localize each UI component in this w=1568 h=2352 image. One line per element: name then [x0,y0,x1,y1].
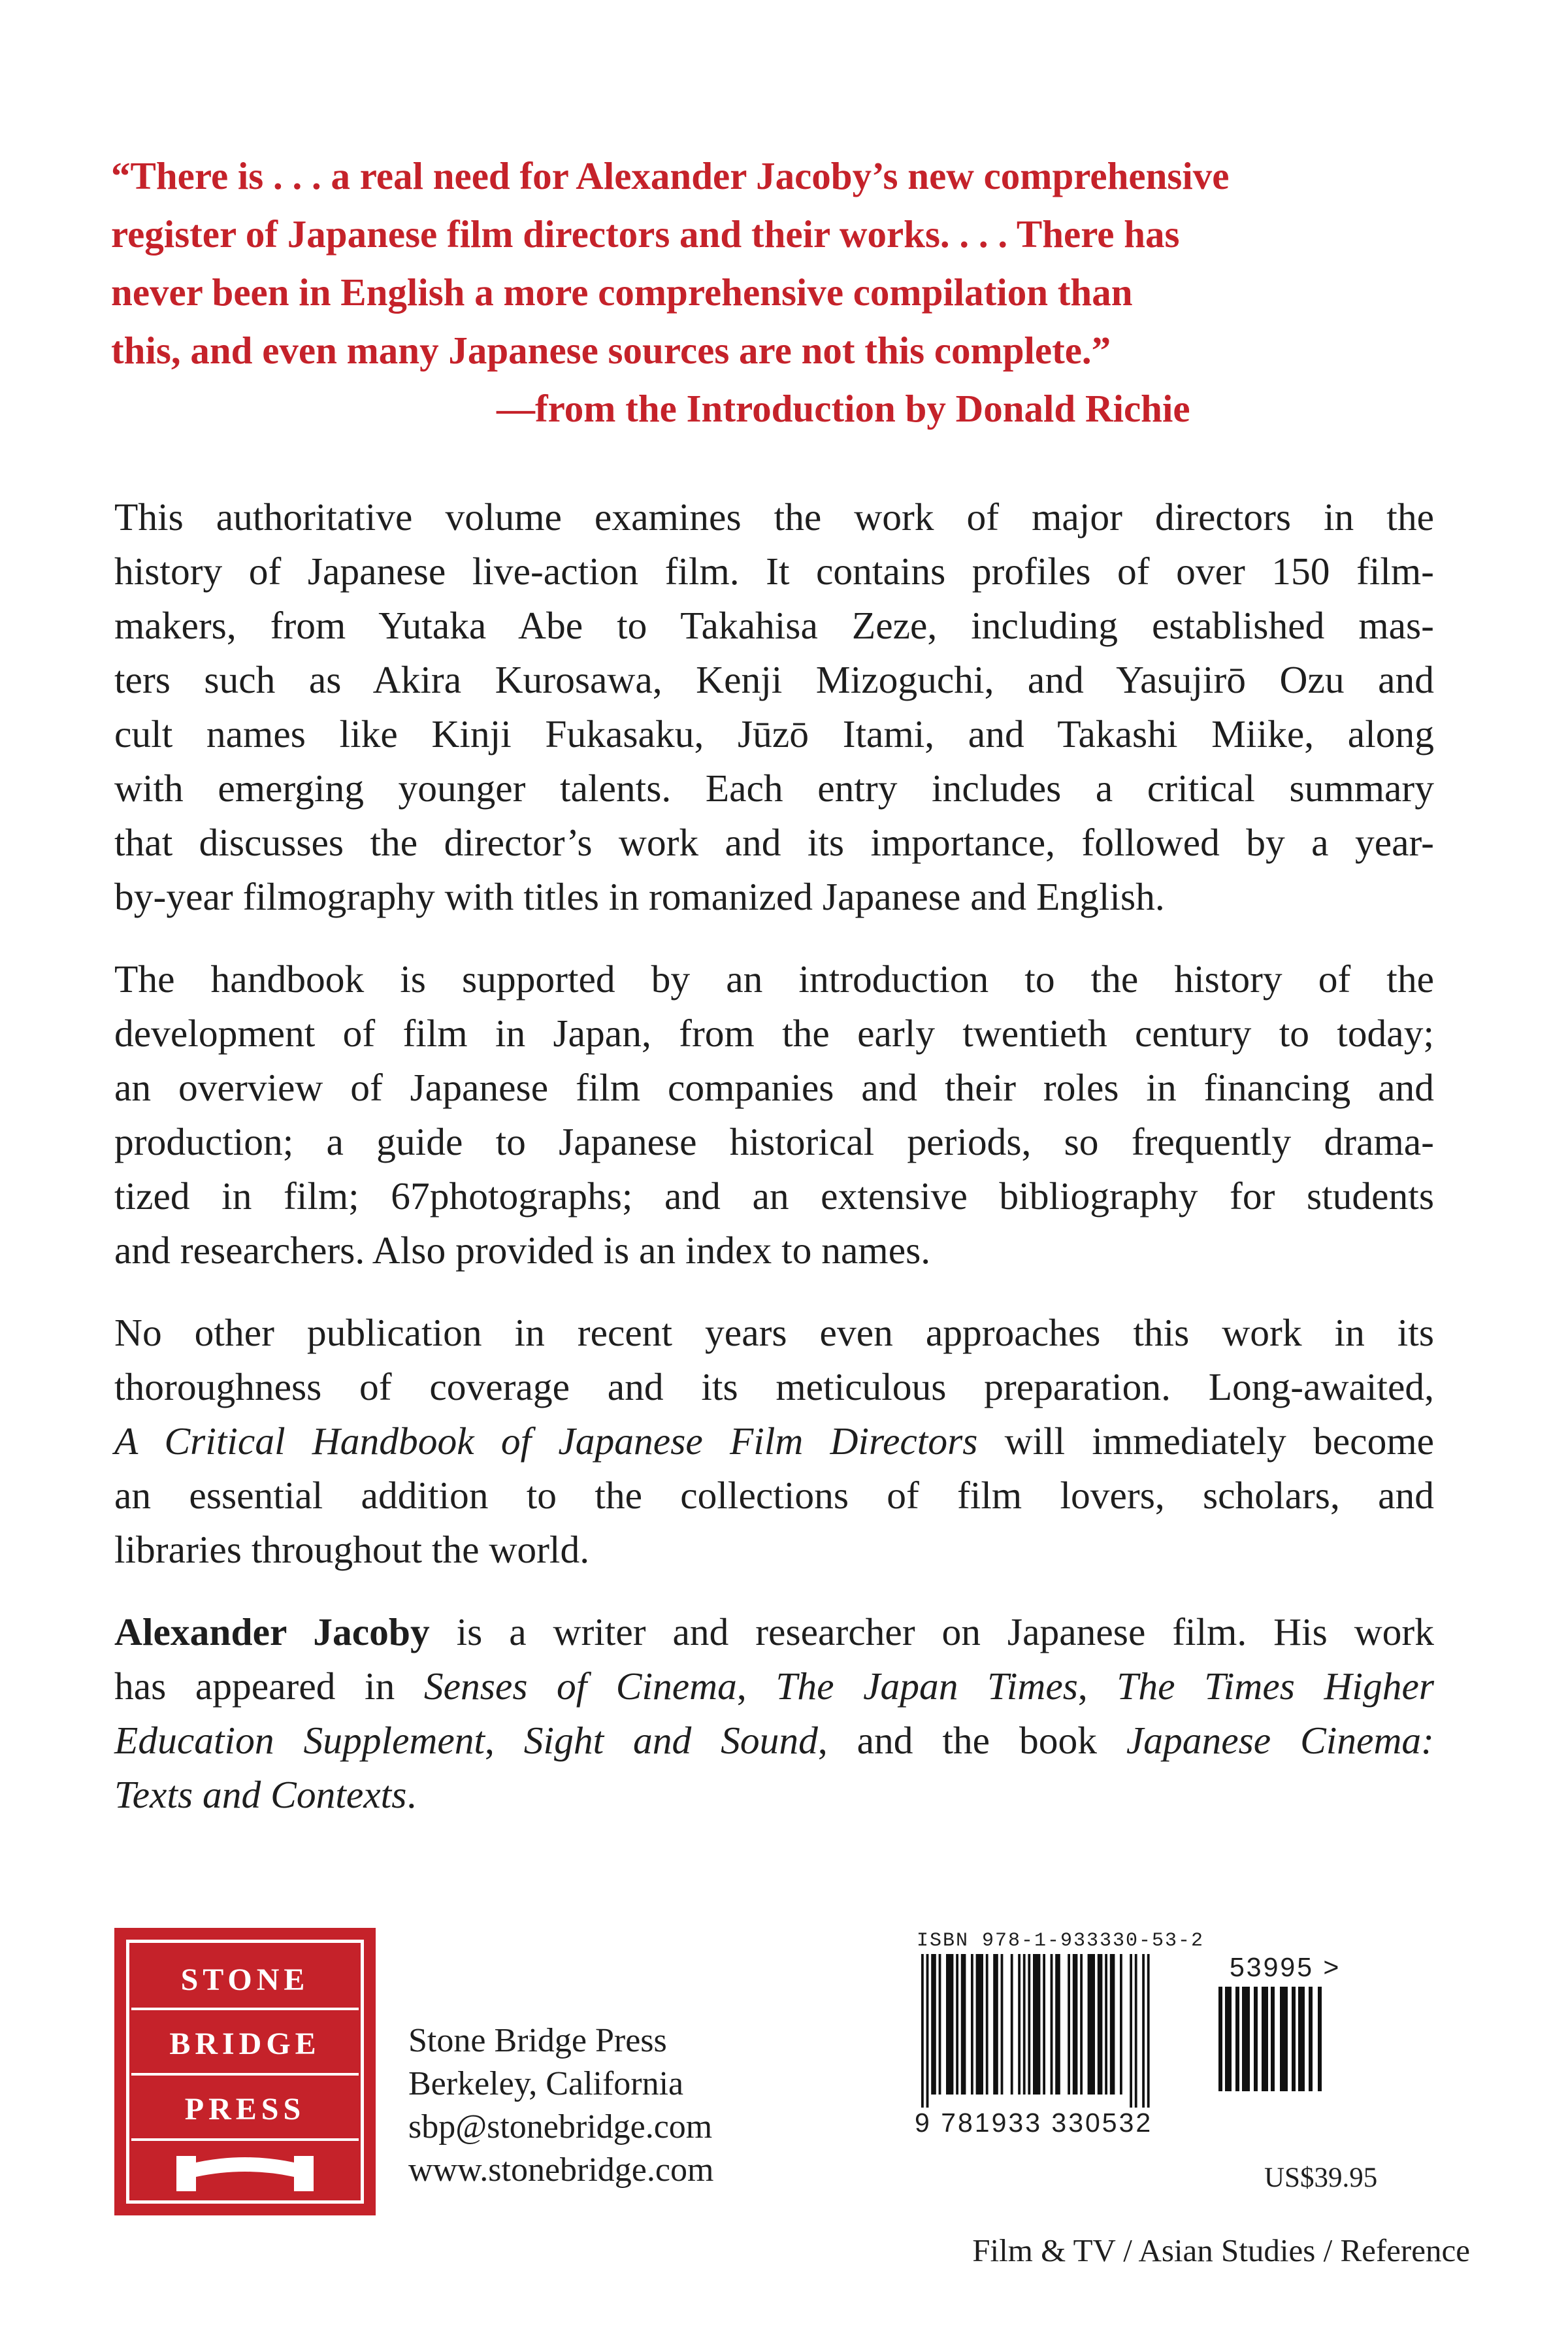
text-line: No other publication in recent years even approaches this work in its [114,1311,1434,1354]
text-line: The handbook is supported by an introduction to the history of the [114,957,1434,1001]
barcode-bar [1088,1954,1095,2095]
barcode-bar [971,1954,973,2095]
publisher-logo [114,1928,376,2215]
text-line: by-year filmography with titles in romanized Japanese and English. [114,875,1165,918]
barcode-bar [1001,1954,1004,2095]
barcode-bar [1309,1987,1313,2091]
barcode-bar [1043,1954,1045,2095]
text-line: ters such as Akira Kurosawa, Kenji Mizoguchi, and Yasujirō Ozu and [114,658,1434,701]
publisher-name: Stone Bridge Press [408,2022,667,2059]
subject-category: Film & TV / Asian Studies / Reference [972,2232,1470,2268]
text-line: production; a guide to Japanese historical periods, so frequently drama- [114,1120,1434,1163]
text-line: makers, from Yutaka Abe to Takahisa Zeze, including established mas- [114,604,1434,647]
author-name: Alexander Jacoby [114,1610,430,1653]
barcode-bar [1023,1954,1026,2095]
text-line: and researchers. Also provided is an index to names. [114,1229,931,1272]
barcode-bar [1073,1954,1078,2095]
barcode-bar [946,1954,953,2095]
barcode-bar [1130,1954,1132,2108]
price-code: 53995 > [1230,1952,1341,1982]
barcode-bar [1080,1954,1083,2095]
text-line: an essential addition to the collections of film lovers, scholars, and [114,1474,1434,1517]
text-line: development of film in Japan, from the early twentieth century to today; [114,1012,1434,1055]
quote-line: register of Japanese film directors and their works. . . . There has [111,212,1180,256]
paragraph-author-bio [114,1605,1434,1822]
description [114,490,1434,1850]
barcode-bar [1135,1954,1137,2108]
logo-word: BRIDGE [169,2027,321,2061]
text-line: cult names like Kinji Fukasaku, Jūzō Itami, and Takashi Miike, along [114,712,1434,755]
barcode-bar [1033,1954,1040,2095]
logo-word: PRESS [184,2092,306,2127]
publisher-email: sbp@stonebridge.com [408,2108,713,2145]
barcode-bar [961,1954,966,2095]
text-line: A Critical Handbook of Japanese Film Directors will immediately become [114,1419,1435,1463]
barcode-bar [1292,1987,1296,2091]
text-line: tized in film; 67photographs; and an extensive bibliography for students [114,1174,1434,1217]
barcode-bar [1028,1954,1030,2095]
barcode-bar [1105,1954,1107,2095]
barcode-bar [986,1954,988,2095]
text-line: thoroughness of coverage and its meticulous preparation. Long-awaited, [114,1365,1434,1408]
barcode-bar [976,1954,983,2095]
barcode-bar [1225,1987,1232,2091]
barcode-bar [1271,1987,1275,2091]
barcode-bar [1318,1987,1322,2091]
text-line: Education Supplement, Sight and Sound, and the book Japanese Cinema: [114,1719,1434,1762]
barcode-bar [1147,1954,1150,2108]
text-line: with emerging younger talents. Each entry includes a critical summary [114,767,1434,810]
text-line: that discusses the director’s work and its importance, followed by a year- [114,821,1434,864]
publisher-address [408,2019,713,2192]
paragraph-contents [114,952,1434,1278]
paragraph-praise [114,1306,1434,1577]
price: US$39.95 [1264,2162,1378,2193]
barcode-bar [1098,1954,1103,2095]
barcode-bar [1242,1987,1250,2091]
barcode-bar [1218,1987,1222,2091]
barcode-bar [1235,1987,1239,2091]
quote-line: this, and even many Japanese sources are not this complete.” [111,329,1111,372]
barcode-bar [939,1954,941,2095]
barcode-bar [1018,1954,1021,2095]
text-line: Texts and Contexts. [114,1773,417,1816]
barcode-bar [1298,1987,1305,2091]
barcode-bar [1254,1987,1258,2091]
book-title: A Critical Handbook of Japanese Film Directors [114,1419,978,1463]
isbn-label: ISBN 978-1-933330-53-2 [917,1930,1205,1952]
quote-line: “There is . . . a real need for Alexander Jacoby’s new comprehensive [111,154,1230,197]
text-line: has appeared in Senses of Cinema, The Japan Times, The Times Higher [114,1665,1435,1708]
text-line: Alexander Jacoby is a writer and researcher on Japanese film. His work [114,1610,1434,1653]
barcode-bar [926,1954,929,2108]
text-line: history of Japanese live-action film. It contains profiles of over 150 film- [114,550,1434,593]
bridge-icon [176,2152,314,2191]
publisher-website: www.stonebridge.com [408,2151,714,2189]
barcode-bar [956,1954,958,2095]
barcode-bar [931,1954,936,2095]
price-barcode [1218,1987,1359,2104]
barcode-bar [1068,1954,1070,2095]
isbn-barcode [921,1954,1189,2108]
logo-word: STONE [180,1963,310,1997]
barcode-bar [1262,1987,1268,2091]
text-line: an overview of Japanese film companies and their roles in financing and [114,1066,1434,1109]
text-line: libraries throughout the world. [114,1528,590,1571]
barcode-bar [1120,1954,1122,2095]
publisher-city: Berkeley, California [408,2065,684,2102]
barcode-bar [993,1954,998,2095]
barcode-bar [1055,1954,1060,2095]
text-line: This authoritative volume examines the work of major directors in the [114,495,1434,538]
barcode-bar [1142,1954,1145,2108]
quote-attribution: —from the Introduction by Donald Richie [497,387,1190,430]
barcode-bar [1011,1954,1013,2095]
barcode-bar [1110,1954,1115,2095]
barcode-digits: 9 781933 330532 [915,2108,1153,2138]
barcode-bar [1280,1987,1288,2091]
paragraph-overview [114,490,1434,924]
pull-quote [111,147,1457,438]
quote-line: never been in English a more comprehensive compilation than [111,271,1133,314]
barcode-bar [1051,1954,1053,2095]
barcode-bar [921,1954,924,2108]
